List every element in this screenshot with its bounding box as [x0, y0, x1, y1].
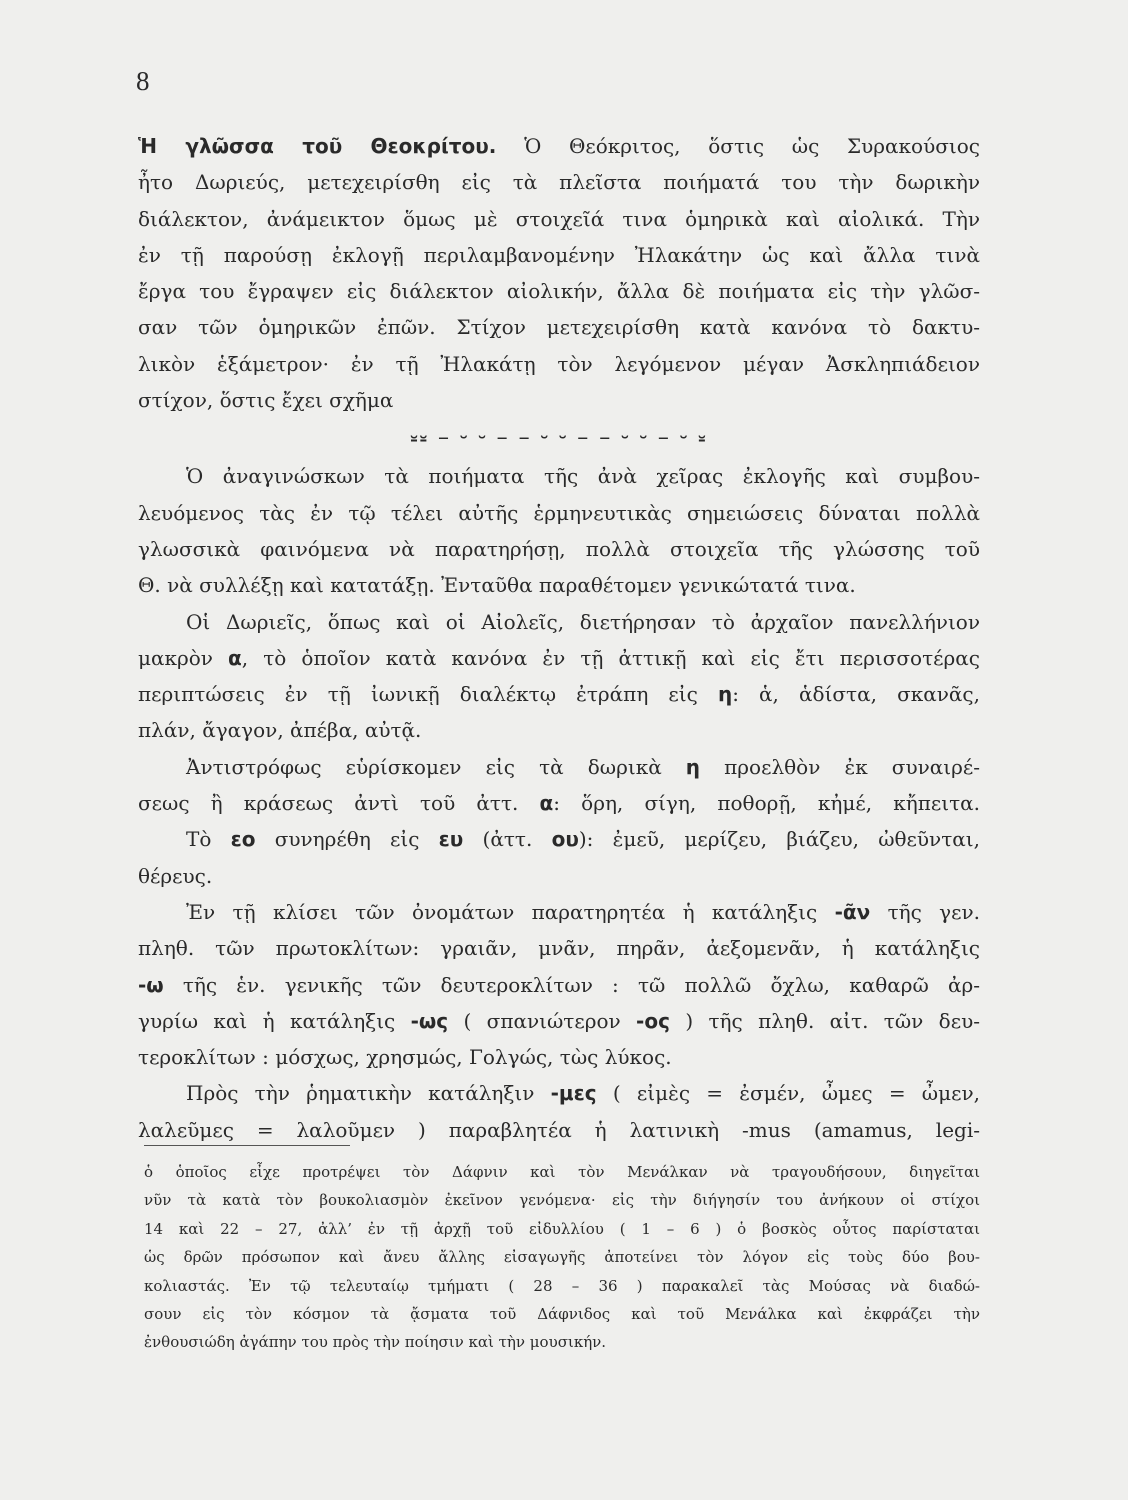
body-text	[138, 128, 980, 1148]
text-line	[138, 1039, 980, 1075]
text-line	[138, 237, 980, 273]
text-run: : ἁ, ἁδίστα, σκανᾶς,	[732, 682, 980, 707]
text-line	[144, 1186, 980, 1214]
bold-term: ευ	[438, 827, 464, 852]
text-run: περιπτώσεις ἐν τῇ ἰωνικῇ διαλέκτῳ ἐτράπη εἰς	[138, 682, 718, 707]
text-line	[144, 1272, 980, 1300]
text-line	[138, 128, 980, 164]
text-run: , τὸ ὁποῖον κατὰ κανόνα ἐν τῇ ἀττικῇ καὶ εἰς ἔτι περισσοτέρας	[241, 645, 980, 670]
text-line	[138, 458, 980, 494]
text-line	[144, 1158, 980, 1186]
text-run: θέρευς.	[138, 863, 213, 888]
text-line	[138, 604, 980, 640]
text-line	[138, 894, 980, 930]
bold-term: -ᾶν	[834, 899, 871, 924]
text-run: πληθ. τῶν πρωτοκλίτων: γραιᾶν, μνᾶν, πηρᾶν, ἀεξομενᾶν, ἡ κατάληξις	[138, 936, 980, 961]
text-line	[138, 273, 980, 309]
text-run: λευόμενος τὰς ἐν τῷ τέλει αὐτῆς ἑρμηνευτικὰς σημειώσεις δύναται πολλὰ	[138, 500, 980, 525]
text-run: νῦν τὰ κατὰ τὸν βουκολιασμὸν ἐκεῖνον γενόμενα· εἰς τὴν διήγησίν του ἀνήκουν οἱ στίχοι	[144, 1191, 980, 1210]
text-line	[138, 1075, 980, 1111]
text-run: Θ. νὰ συλλέξῃ καὶ κατατάξῃ. Ἐνταῦθα παραθέτομεν γενικώτατά τινα.	[138, 573, 856, 598]
text-run: λαλεῦμες = λαλοῦμεν ) παραβλητέα ἡ λατινικὴ -mus (amamus, legi-	[138, 1117, 980, 1142]
text-run: προελθὸν ἐκ συναιρέ-	[700, 754, 980, 779]
text-line	[138, 785, 980, 821]
footnote	[144, 1158, 980, 1357]
paragraph-dialect-features	[138, 458, 980, 1148]
bold-term: ου	[551, 827, 579, 852]
text-run: τεροκλίτων : μόσχως, χρησμώς, Γολγώς, τὼς λύκος.	[138, 1045, 672, 1070]
meter-scheme: ⏓⏓ – ⏑ ⏑ – – ⏑ ⏑ – – ⏑ ⏑ – ⏑ ⏓	[410, 425, 708, 451]
text-line	[138, 1003, 980, 1039]
text-line	[138, 1112, 980, 1148]
text-line	[138, 495, 980, 531]
text-line	[144, 1215, 980, 1243]
text-run: Ὁ ἀναγινώσκων τὰ ποιήματα τῆς ἀνὰ χεῖρας ἐκλογῆς καὶ συμβου-	[186, 464, 980, 489]
text-line	[144, 1300, 980, 1328]
bold-term: -μες	[550, 1081, 597, 1106]
text-line	[138, 712, 980, 748]
bold-term: Ἡ γλῶσσα τοῦ Θεοκρίτου.	[138, 134, 497, 158]
text-line	[138, 567, 980, 603]
text-run: Ὁ Θεόκριτος, ὅστις ὡς Συρακούσιος	[496, 134, 980, 158]
text-run: Οἱ Δωριεῖς, ὅπως καὶ οἱ Αἰολεῖς, διετήρησαν τὸ ἀρχαῖον πανελλήνιον	[186, 609, 980, 634]
text-run: τῆς ἑν. γενικῆς τῶν δευτεροκλίτων : τῶ πολλῶ ὄχλω, καθαρῶ ἀρ-	[163, 972, 980, 997]
text-run: Τὸ	[186, 827, 231, 852]
text-line	[138, 640, 980, 676]
bold-term: α	[539, 791, 554, 816]
paragraph-language-intro	[138, 128, 980, 418]
text-line	[138, 164, 980, 200]
text-line	[138, 930, 980, 966]
text-run: : ὅρη, σίγη, ποθορῇ, κἠμέ, κἤπειτα.	[553, 791, 980, 816]
bold-term: α	[228, 645, 242, 670]
text-run: σουν εἰς τὸν κόσμον τὰ ᾄσματα τοῦ Δάφνιδος καὶ τοῦ Μενάλκα καὶ ἐκφράζει τὴν	[144, 1304, 980, 1323]
text-run: ( εἰμὲς = ἐσμέν, ὦμες = ὦμεν,	[596, 1081, 980, 1106]
text-line	[138, 201, 980, 237]
text-line	[138, 531, 980, 567]
text-run: σαν τῶν ὁμηρικῶν ἐπῶν. Στίχον μετεχειρίσθη κατὰ κανόνα τὸ δακτυ-	[138, 315, 980, 340]
text-run: Ἐν τῇ κλίσει τῶν ὀνομάτων παρατηρητέα ἡ κατάληξις	[186, 899, 835, 924]
text-run: σεως ἢ κράσεως ἀντὶ τοῦ ἀττ.	[138, 791, 540, 816]
text-run: λικὸν ἑξάμετρον· ἐν τῇ Ἠλακάτῃ τὸν λεγόμενον μέγαν Ἀσκληπιάδειον	[138, 351, 980, 376]
text-run: τῆς γεν.	[870, 899, 980, 924]
text-run: ( σπανιώτερον	[448, 1008, 637, 1033]
text-line	[138, 858, 980, 894]
bold-term: εο	[230, 827, 256, 852]
text-run: ἐνθουσιώδη ἀγάπην του πρὸς τὴν ποίησιν καὶ τὴν μουσικήν.	[144, 1333, 607, 1352]
text-run: γλωσσικὰ φαινόμενα νὰ παρατηρήσῃ, πολλὰ στοιχεῖα τῆς γλώσσης τοῦ	[138, 536, 980, 561]
bold-term: -ω	[138, 972, 164, 997]
text-run: ) τῆς πληθ. αἰτ. τῶν δευ-	[669, 1008, 980, 1033]
footnote-divider	[144, 1145, 350, 1146]
text-line	[138, 309, 980, 345]
text-line	[138, 382, 980, 418]
text-run: μακρὸν	[138, 645, 229, 670]
text-line	[138, 967, 980, 1003]
text-run: ἦτο Δωριεύς, μετεχειρίσθη εἰς τὰ πλεῖστα ποιήματά του τὴν δωρικὴν	[138, 170, 980, 195]
text-run: ): ἐμεῦ, μερίζευ, βιάζευ, ὠθεῦνται,	[578, 827, 980, 852]
page-number: 8	[136, 66, 150, 96]
text-run: ὡς δρῶν πρόσωπον καὶ ἄνευ ἄλλης εἰσαγωγῆς ἀποτείνει τὸν λόγον εἰς τοὺς δύο βου-	[144, 1248, 980, 1267]
text-run: ἔργα του ἔγραψεν εἰς διάλεκτον αἰολικήν, ἄλλα δὲ ποιήματα εἰς τὴν γλῶσ-	[138, 279, 980, 304]
text-run: (ἀττ.	[463, 827, 552, 852]
text-run: 14 καὶ 22 – 27, ἀλλ’ ἐν τῇ ἀρχῇ τοῦ εἰδυλλίου ( 1 – 6 ) ὁ βοσκὸς οὗτος παρίσταται	[144, 1219, 980, 1238]
bold-term: -ως	[410, 1008, 449, 1033]
text-run: διάλεκτον, ἀνάμεικτον ὅμως μὲ στοιχεῖά τινα ὁμηρικὰ καὶ αἰολικά. Τὴν	[138, 206, 980, 231]
text-run: Ἀντιστρόφως εὑρίσκομεν εἰς τὰ δωρικὰ	[186, 754, 686, 779]
text-run: πλάν, ἄγαγον, ἀπέβα, αὐτᾷ.	[138, 718, 422, 743]
text-run: κολιαστάς. Ἐν τῷ τελευταίῳ τμήματι ( 28 – 36 ) παρακαλεῖ τὰς Μούσας νὰ διαδώ-	[144, 1276, 980, 1295]
text-run: γυρίω καὶ ἡ κατάληξις	[138, 1008, 411, 1033]
text-line	[144, 1243, 980, 1271]
text-run: ὁ ὁποῖος εἶχε προτρέψει τὸν Δάφνιν καὶ τὸν Μενάλκαν νὰ τραγουδήσουν, διηγεῖται	[144, 1163, 980, 1181]
text-run: συνηρέθη εἰς	[255, 827, 439, 852]
bold-term: η	[685, 754, 701, 779]
text-run: ἐν τῇ παρούσῃ ἐκλογῇ περιλαμβανομένην Ἠλακάτην ὡς καὶ ἄλλα τινὰ	[138, 242, 980, 267]
text-line	[138, 346, 980, 382]
text-run: Πρὸς τὴν ῥηματικὴν κατάληξιν	[186, 1081, 551, 1106]
text-line	[138, 676, 980, 712]
bold-term: -ος	[636, 1008, 670, 1033]
text-run: στίχον, ὅστις ἔχει σχῆμα	[138, 388, 394, 413]
bold-term: η	[717, 682, 733, 707]
text-line	[138, 821, 980, 857]
text-line	[144, 1328, 980, 1356]
text-line	[138, 749, 980, 785]
